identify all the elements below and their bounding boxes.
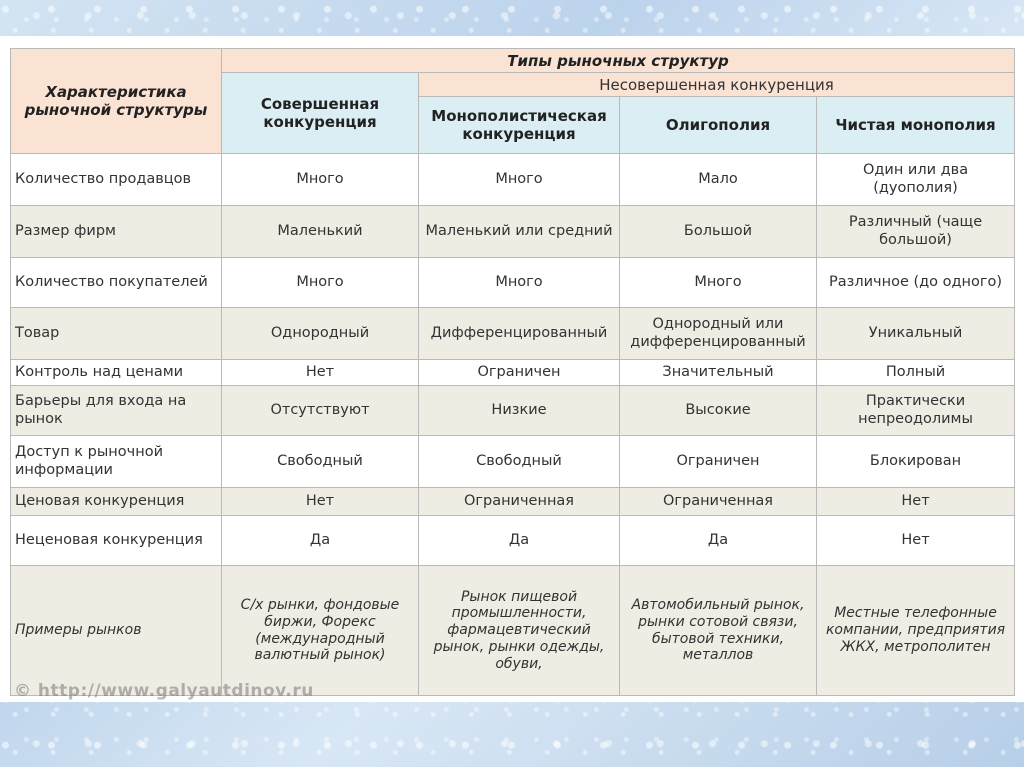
- table-cell: Ограничен: [419, 360, 620, 386]
- types-header: Типы рыночных структур: [222, 49, 1015, 73]
- table-cell: Ограниченная: [620, 488, 817, 516]
- table-cell: Нет: [222, 360, 419, 386]
- table-row: [11, 566, 1015, 696]
- row-label: Барьеры для входа на рынок: [11, 386, 222, 436]
- table-cell: Ограничен: [620, 436, 817, 488]
- table-cell: Мало: [620, 154, 817, 206]
- table-cell: Полный: [817, 360, 1015, 386]
- row-label: Примеры рынков: [11, 566, 222, 696]
- table-row: [11, 436, 1015, 488]
- row-label: Количество продавцов: [11, 154, 222, 206]
- table-row: [11, 206, 1015, 258]
- table-cell: Автомобильный рынок, рынки сотовой связи, бытовой техники, металлов: [620, 566, 817, 696]
- table-cell: Маленький: [222, 206, 419, 258]
- imperfect-competition-header: Несовершенная конкуренция: [419, 73, 1015, 97]
- table-cell: Ограниченная: [419, 488, 620, 516]
- table-cell: Нет: [817, 516, 1015, 566]
- table-row: [11, 386, 1015, 436]
- table-row: [11, 516, 1015, 566]
- corner-header: Характеристика рыночной структуры: [11, 49, 222, 154]
- table-cell: Много: [222, 154, 419, 206]
- table-cell: Да: [222, 516, 419, 566]
- table-cell: Свободный: [222, 436, 419, 488]
- table-cell: Маленький или средний: [419, 206, 620, 258]
- table-cell: Много: [419, 258, 620, 308]
- row-label: Неценовая конкуренция: [11, 516, 222, 566]
- column-header-monopolistic: Монополистическая конкуренция: [419, 97, 620, 154]
- table-cell: Различное (до одного): [817, 258, 1015, 308]
- table-cell: Блокирован: [817, 436, 1015, 488]
- table-cell: Значительный: [620, 360, 817, 386]
- table-cell: Рынок пищевой промышленности, фармацевтический рынок, рынки одежды, обуви,: [419, 566, 620, 696]
- table-cell: Высокие: [620, 386, 817, 436]
- table-cell: Низкие: [419, 386, 620, 436]
- table-cell: Отсутствуют: [222, 386, 419, 436]
- table-cell: С/х рынки, фондовые биржи, Форекс (международный валютный рынок): [222, 566, 419, 696]
- watermark-text: © http://www.galyautdinov.ru: [14, 681, 314, 701]
- table-cell: Различный (чаще большой): [817, 206, 1015, 258]
- table-cell: Уникальный: [817, 308, 1015, 360]
- slide-canvas: [0, 36, 1024, 702]
- market-structures-table: [10, 48, 1015, 696]
- table-cell: Нет: [222, 488, 419, 516]
- column-header-perfect: Совершенная конкуренция: [222, 73, 419, 154]
- table-cell: Много: [620, 258, 817, 308]
- table-cell: Местные телефонные компании, предприятия ЖКХ, метрополитен: [817, 566, 1015, 696]
- table-cell: Однородный: [222, 308, 419, 360]
- table-row: [11, 154, 1015, 206]
- table-row: [11, 360, 1015, 386]
- row-label: Контроль над ценами: [11, 360, 222, 386]
- table-cell: Однородный или дифференцированный: [620, 308, 817, 360]
- row-label: Ценовая конкуренция: [11, 488, 222, 516]
- column-header-pure-monopoly: Чистая монополия: [817, 97, 1015, 154]
- column-header-oligopoly: Олигополия: [620, 97, 817, 154]
- table-cell: Много: [222, 258, 419, 308]
- row-label: Товар: [11, 308, 222, 360]
- table-row: [11, 308, 1015, 360]
- table-cell: Дифференцированный: [419, 308, 620, 360]
- table-cell: Нет: [817, 488, 1015, 516]
- row-label: Размер фирм: [11, 206, 222, 258]
- table-cell: Да: [419, 516, 620, 566]
- table-cell: Один или два (дуополия): [817, 154, 1015, 206]
- table-cell: Большой: [620, 206, 817, 258]
- table-cell: Да: [620, 516, 817, 566]
- row-label: Доступ к рыночной информации: [11, 436, 222, 488]
- table-row: [11, 258, 1015, 308]
- table-cell: Много: [419, 154, 620, 206]
- table-cell: Свободный: [419, 436, 620, 488]
- table-row: [11, 488, 1015, 516]
- table-cell: Практически непреодолимы: [817, 386, 1015, 436]
- row-label: Количество покупателей: [11, 258, 222, 308]
